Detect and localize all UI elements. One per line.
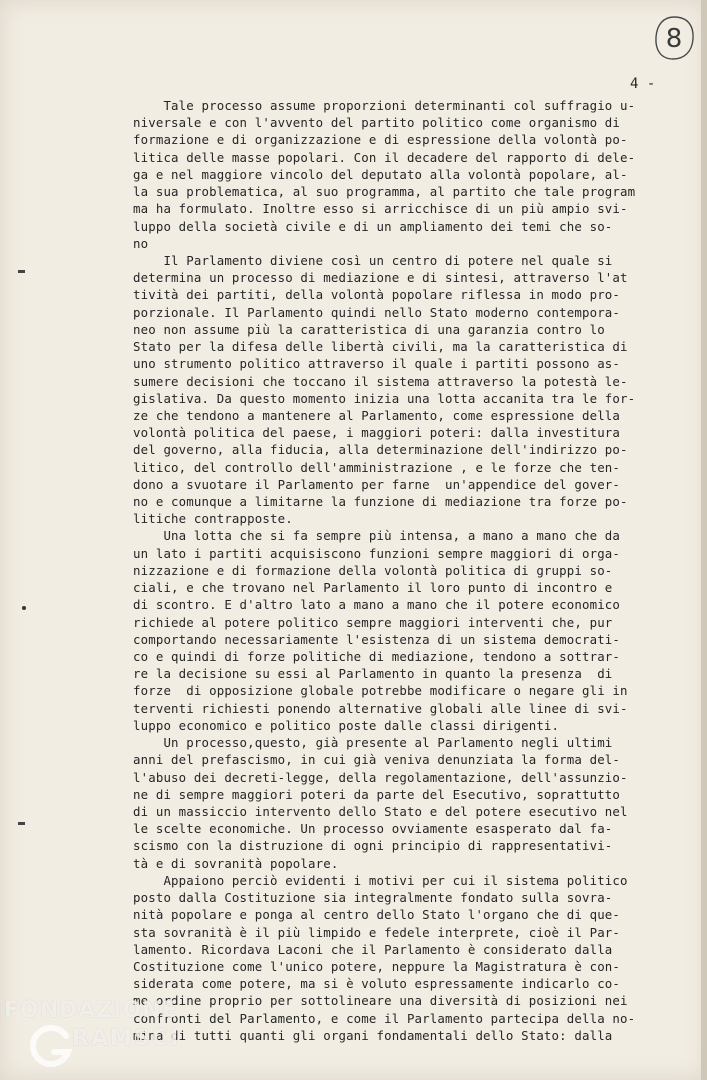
punch-mark xyxy=(18,270,25,273)
text-line: re la decisione su essi al Parlamento in quanto la presenza di xyxy=(133,666,613,682)
text-line: richiede al potere politico sempre maggiori interventi che, pur xyxy=(133,614,613,630)
svg-text:8: 8 xyxy=(665,24,683,54)
punch-dot xyxy=(22,606,26,610)
text-line: nità popolare e ponga al centro dello Stato l'organo che di que- xyxy=(133,907,621,923)
watermark-line-2: RAMSCI xyxy=(72,1026,181,1051)
text-line: Appaiono perciò evidenti i motivi per cui il sistema politico xyxy=(133,872,628,888)
text-line: no e comunque a limitarne la funzione di mediazione tra forze po- xyxy=(133,494,628,510)
text-line: terventi richiesti ponendo alternative globali alle linee di svi- xyxy=(133,700,628,716)
text-line: niversale e con l'avvento del partito politico come organismo di xyxy=(133,115,621,131)
text-line: formazione e di organizzazione e di espressione della volontà po- xyxy=(133,132,628,148)
text-line: posto dalla Costituzione sia integralmente fondato sulla sovra- xyxy=(133,890,613,906)
text-line: siderata come potere, ma si è voluto espressamente indicarlo co- xyxy=(133,976,621,992)
text-line: porzionale. Il Parlamento quindi nello Stato moderno contempora- xyxy=(133,304,621,320)
text-line: tà e di sovranità popolare. xyxy=(133,855,339,871)
text-line: Un processo,questo, già presente al Parlamento negli ultimi xyxy=(133,735,613,751)
text-line: Il Parlamento diviene così un centro di potere nel quale si xyxy=(133,252,613,268)
text-line: lamento. Ricordava Laconi che il Parlamento è considerato dalla xyxy=(133,941,613,957)
text-line: litica delle masse popolari. Con il decadere del rapporto di dele- xyxy=(133,149,636,165)
text-line: determina un processo di mediazione e di sintesi, attraverso l'at xyxy=(133,270,628,286)
text-line: scismo con la distruzione di ogni principio di rappresentativi- xyxy=(133,838,613,854)
text-line: sumere decisioni che toccano il sistema attraverso la potestà le- xyxy=(133,373,628,389)
scan-edge xyxy=(701,0,707,1080)
text-line: comportando necessariamente l'esistenza di un sistema democrati- xyxy=(133,631,621,647)
typed-body-text xyxy=(133,97,663,1044)
archive-page-stamp xyxy=(652,14,696,62)
text-line: ma ha formulato. Inoltre esso si arricchisce di un più ampio svi- xyxy=(133,201,628,217)
text-line: volontà politica del paese, i maggiori poteri: dalla investitura xyxy=(133,425,621,441)
text-line: le scelte economiche. Un processo ovviamente esasperato dal fa- xyxy=(133,821,613,837)
text-line: luppo della società civile e di un ampliamento dei temi che so- xyxy=(133,218,613,234)
text-line: di scontro. E d'altro lato a mano a mano che il potere economico xyxy=(133,597,621,613)
text-line: di un massiccio intervento dello Stato e del potere esecutivo nel xyxy=(133,803,628,819)
text-line: un lato i partiti acquisiscono funzioni sempre maggiori di orga- xyxy=(133,545,621,561)
text-line: gislativa. Da questo momento inizia una lotta accanita tra le for- xyxy=(133,390,636,406)
text-line: Tale processo assume proporzioni determinanti col suffragio u- xyxy=(133,98,636,113)
text-line: no xyxy=(133,235,149,251)
text-line: la sua problematica, al suo programma, al partito che tale program xyxy=(133,184,636,200)
text-line: forze di opposizione globale potrebbe modificare o negare gli in xyxy=(133,683,628,699)
text-line: ne di sempre maggiori poteri da parte del Esecutivo, soprattutto xyxy=(133,786,621,802)
text-line: litico, del controllo dell'amministrazione , e le forze che ten- xyxy=(133,459,621,475)
text-line: nizzazione e di formazione della volontà politica di gruppi so- xyxy=(133,562,613,578)
text-line: neo non assume più la caratteristica di una garanzia contro lo xyxy=(133,321,605,337)
text-line: anni del prefascismo, in cui già veniva denunziata la forma del- xyxy=(133,752,621,768)
page-number: 4 - xyxy=(630,76,656,92)
text-line: sta sovranità è il più limpido e fedele interprete, cioè il Par- xyxy=(133,924,621,940)
text-line: co e quindi di forze politiche di mediazione, tendono a sottrar- xyxy=(133,649,621,664)
text-line: Costituzione come l'unico potere, neppure la Magistratura è con- xyxy=(133,958,621,974)
text-line: Una lotta che si fa sempre più intensa, a mano a mano che da xyxy=(133,528,621,544)
text-line: uno strumento politico attraverso il quale i partiti possono as- xyxy=(133,356,621,372)
text-line: ciali, e che trovano nel Parlamento il loro punto di incontro e xyxy=(133,580,613,596)
fondazione-gramsci-watermark xyxy=(4,1000,180,1050)
text-line: me ordine proprio per sottolineare una diversità di posizioni nei xyxy=(133,993,628,1009)
text-line: luppo economico e politico poste dalle classi dirigenti. xyxy=(133,717,560,733)
punch-mark xyxy=(18,822,25,825)
text-line: del governo, alla fiducia, alla determinazione dell'indirizzo po- xyxy=(133,442,628,458)
text-line: litiche contrapposte. xyxy=(133,511,293,527)
text-line: ze che tendono a mantenere al Parlamento, come espressione della xyxy=(133,407,621,423)
text-line: l'abuso dei decreti-legge, della regolamentazione, dell'assunzio- xyxy=(133,769,628,785)
text-line: Stato per la difesa delle libertà civili, ma la caratteristica di xyxy=(133,339,628,355)
text-line: dono a svuotare il Parlamento per farne un'appendice del gover- xyxy=(133,476,621,492)
text-line: ga e nel maggiore vincolo del deputato alla volontà popolare, al- xyxy=(133,166,628,182)
text-line: mina di tutti quanti gli organi fondamentali dello Stato: dalla xyxy=(133,1027,613,1043)
text-line: tività dei partiti, della volontà popolare riflessa in modo pro- xyxy=(133,287,621,303)
watermark-line-1: FONDAZIONE xyxy=(4,998,178,1023)
text-line: confronti del Parlamento, e come il Parlamento partecipa della no- xyxy=(133,1010,636,1026)
